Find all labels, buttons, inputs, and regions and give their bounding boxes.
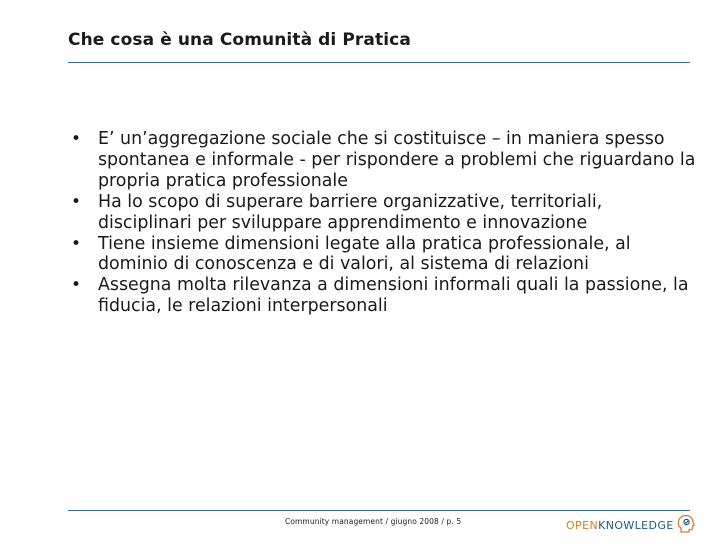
- bullet-dot: •: [71, 129, 82, 149]
- title-divider: [68, 62, 690, 63]
- logo-knowledge-text: KNOWLEDGE: [598, 519, 674, 532]
- bullet-list: [68, 129, 698, 317]
- bullet-text: Assegna molta rilevanza a dimensioni informali quali la passione, la fiducia, le relazioni interpersonali: [98, 275, 689, 317]
- bullet-item: [68, 192, 698, 234]
- bullet-item: [68, 275, 698, 317]
- bullet-text: Ha lo scopo di superare barriere organizzative, territoriali, disciplinari per sviluppare apprendimento e innovazione: [98, 191, 603, 233]
- slide-title: Che cosa è una Comunità di Pratica: [68, 30, 411, 50]
- head-profile-icon: [677, 514, 695, 538]
- openknowledge-logo: [566, 514, 695, 538]
- bullet-dot: •: [71, 275, 82, 296]
- logo-wordmark: [566, 519, 674, 533]
- footer-text: Community management / giugno 2008 / p. 5: [285, 517, 462, 526]
- logo-open-text: OPEN: [566, 519, 599, 532]
- bullet-text: Tiene insieme dimensioni legate alla pratica professionale, al dominio di conoscenza e di valori, al sistema di relazioni: [98, 233, 631, 275]
- bullet-item: [68, 129, 698, 192]
- bullet-item: [68, 234, 698, 276]
- bullet-dot: •: [71, 233, 82, 254]
- footer-divider: [68, 510, 690, 511]
- bullet-text: E’ un’aggregazione sociale che si costituisce – in maniera spesso spontanea e informale - per rispondere a problemi che riguardano la propria pratica professionale: [98, 129, 696, 191]
- bullet-dot: •: [71, 191, 82, 212]
